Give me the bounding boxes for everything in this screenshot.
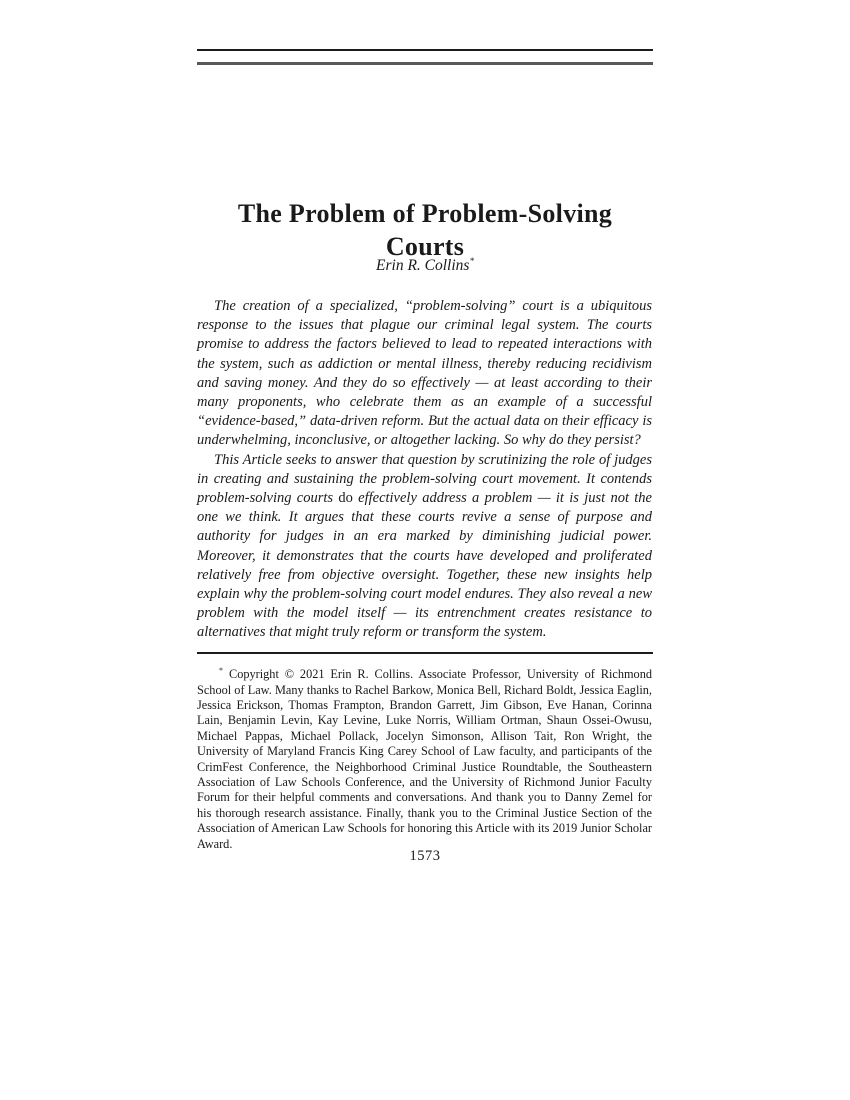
- page-number: 1573: [409, 848, 441, 864]
- footnote-separator-rule: [197, 652, 653, 654]
- footnote-text: Copyright © 2021 Erin R. Collins. Associate Professor, University of Richmond School of Law. Many thanks to Rachel Barkow, Monica Bell, Richard Boldt, Jessica Eaglin, Jessica Erickson, Thomas Frampton, Brandon Garrett, Jim Gibson, Eve Hanan, Corinna Lain, Benjamin Levin, Kay Levine, Luke Norris, William Ortman, Shaun Ossei-Owusu, Michael Pappas, Michael Pollack, Jocelyn Simonson, Allison Tait, Ron Wright, the University of Maryland Francis King Carey School of Law faculty, and participants of the CrimFest Conference, the Neighborhood Criminal Justice Roundtable, the Southeastern Association of Law Schools Conference, and the University of Richmond Junior Faculty Forum for their helpful comments and conversations. And thank you to Danny Zemel for his thorough research assistance. Finally, thank you to the Criminal Justice Section of the Association of American Law Schools for honoring this Article with its 2019 Junior Scholar Award.: [197, 667, 652, 851]
- footnote-paragraph: [197, 663, 652, 852]
- abstract-paragraph-2-segment: effectively address a problem — it is just not the one we think. It argues that these courts revive a sense of purpose and authority for judges in an era marked by diminishing judicial power. Moreover, it demonstrates that the courts have developed and proliferated relatively free from objective oversight. Together, these new insights help explain why the problem-solving court model endures. They also reveal a new problem with the model itself — its entrenchment creates resistance to alternatives that might truly reform or transform the system.: [197, 490, 652, 641]
- author-byline: [197, 256, 653, 275]
- author-name: Erin R. Collins: [376, 257, 470, 275]
- abstract-emphasis-do: do: [338, 490, 353, 507]
- abstract-paragraph-1: The creation of a specialized, “problem-solving” court is a ubiquitous response to the issues that plague our criminal legal system. The courts promise to address the factors believed to lead to repeated interactions with the system, such as addiction or mental illness, thereby reducing recidivism and saving money. And they do so effectively — at least according to their many proponents, who celebrate them as an example of a successful “evidence-based,” data-driven reform. But the actual data on their efficacy is underwhelming, inconclusive, or altogether lacking. So why do they persist?: [197, 298, 652, 449]
- article-title-line2: Courts: [385, 232, 465, 262]
- header-rule-thin: [197, 49, 653, 51]
- article-title-line1: The Problem of Problem-Solving: [237, 199, 613, 229]
- footnote-mark: *: [219, 666, 223, 675]
- footnote-block: [197, 663, 652, 852]
- article-title: [197, 197, 653, 263]
- author-footnote-mark: *: [469, 256, 474, 266]
- abstract: [197, 297, 652, 643]
- header-rule-thick: [197, 62, 653, 65]
- abstract-paragraph-2: [197, 451, 652, 643]
- abstract-paragraph-2-segment: This Article seeks to answer that question by scrutinizing the role of judges in creating and sustaining the problem-solving court movement. It contends problem-solving courts: [197, 451, 652, 507]
